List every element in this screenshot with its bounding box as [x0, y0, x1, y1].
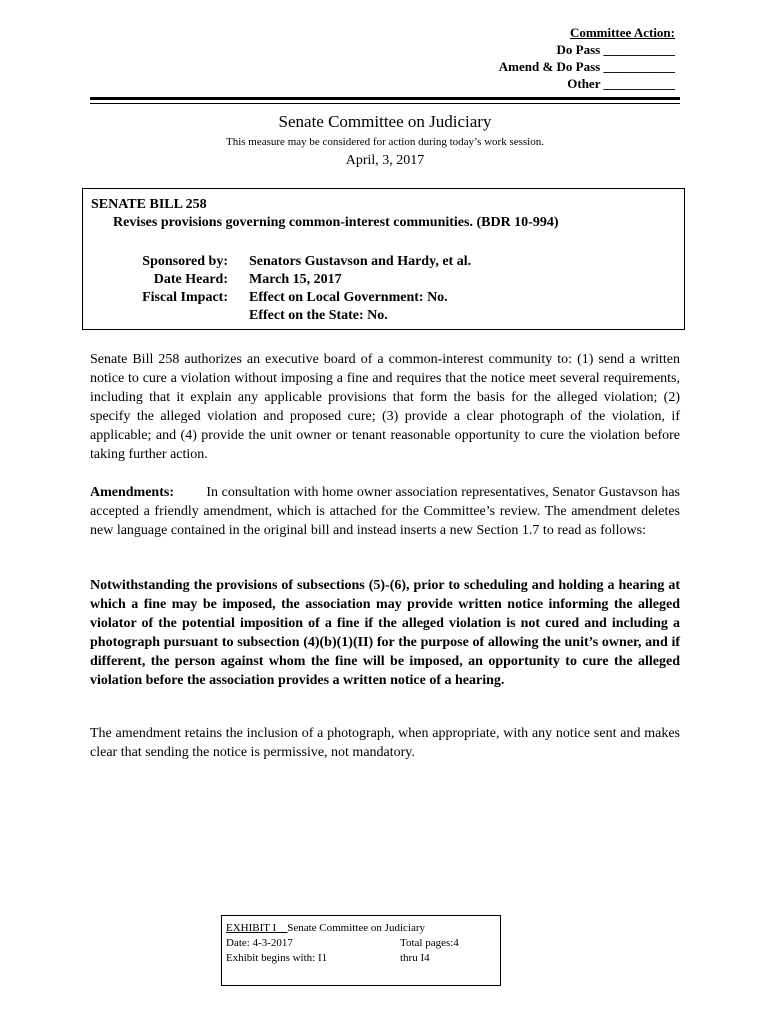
- fiscal-local-value: Effect on Local Government: No.: [249, 290, 448, 305]
- header-rule-thick: [90, 97, 680, 100]
- exhibit-begins: Exhibit begins with: I1: [226, 952, 328, 964]
- sponsored-label: Sponsored by:: [142, 254, 228, 269]
- exhibit-label: EXHIBIT I: [226, 922, 277, 934]
- do-pass-line: Do Pass ___________: [556, 42, 675, 57]
- amendments-text: In consultation with home owner association representatives, Senator Gustavson has accepted a friendly amendment, which is attached for the Committee’s review. The amendment deletes new language contained in the original bill and instead inserts a new Section 1.7 to read as follows:: [90, 485, 680, 538]
- committee-action-block: [499, 24, 675, 92]
- hearing-date: April, 3, 2017: [345, 153, 425, 168]
- date-heard-label: Date Heard:: [153, 272, 228, 287]
- exhibit-total-pages: Total pages:4: [400, 937, 459, 949]
- amendments-paragraph: [90, 483, 680, 540]
- exhibit-stamp: [221, 915, 501, 986]
- committee-title: Senate Committee on Judiciary: [278, 112, 492, 131]
- sponsored-value: Senators Gustavson and Hardy, et al.: [249, 254, 472, 269]
- fiscal-state-value: Effect on the State: No.: [249, 308, 388, 323]
- other-line: Other ___________: [567, 76, 675, 91]
- header-rule-thin: [90, 103, 680, 104]
- bill-field-values: [249, 253, 471, 325]
- committee-action-heading: Committee Action:: [569, 25, 675, 40]
- amendments-label: Amendments:: [90, 485, 174, 500]
- exhibit-committee: Senate Committee on Judiciary: [287, 922, 425, 934]
- bill-field-labels: [91, 253, 228, 307]
- amend-do-pass-line: Amend & Do Pass ___________: [498, 59, 675, 74]
- closing-paragraph: The amendment retains the inclusion of a photograph, when appropriate, with any notice sent and makes clear that sending the notice is permissive, not mandatory.: [90, 726, 680, 760]
- exhibit-thru: thru I4: [400, 952, 430, 964]
- work-session-notice: This measure may be considered for action during today’s work session.: [225, 136, 544, 148]
- date-heard-value: March 15, 2017: [249, 272, 342, 287]
- bill-description: Revises provisions governing common-interest communities. (BDR 10-994): [113, 215, 559, 230]
- bill-summary-box: [82, 188, 685, 330]
- exhibit-date: Date: 4-3-2017: [226, 937, 293, 949]
- bill-number: SENATE BILL 258: [91, 197, 207, 212]
- summary-paragraph: Senate Bill 258 authorizes an executive board of a common-interest community to: (1) send a written notice to cure a violation without imposing a fine and requires that the notice meet several requirements, including that it explain any applicable provisions that form the basis for the alleged violation; (2) specify the alleged violation and proposed cure; (3) provide a clear photograph of the violation, if applicable; and (4) provide the unit owner or tenant reasonable opportunity to cure the violation before taking further action.: [90, 352, 680, 462]
- fiscal-impact-label: Fiscal Impact:: [142, 290, 228, 305]
- new-section-text: Notwithstanding the provisions of subsections (5)-(6), prior to scheduling and holding a hearing at which a fine may be imposed, the association may provide written notice informing the alleged violator of the potential imposition of a fine if the alleged violation is not cured and including a photograph pursuant to subsection (4)(b)(1)(II) for the purpose of allowing the unit’s owner, and if different, the person against whom the fine will be imposed, an opportunity to cure the alleged violation before the association provides a written notice of a hearing.: [90, 578, 680, 688]
